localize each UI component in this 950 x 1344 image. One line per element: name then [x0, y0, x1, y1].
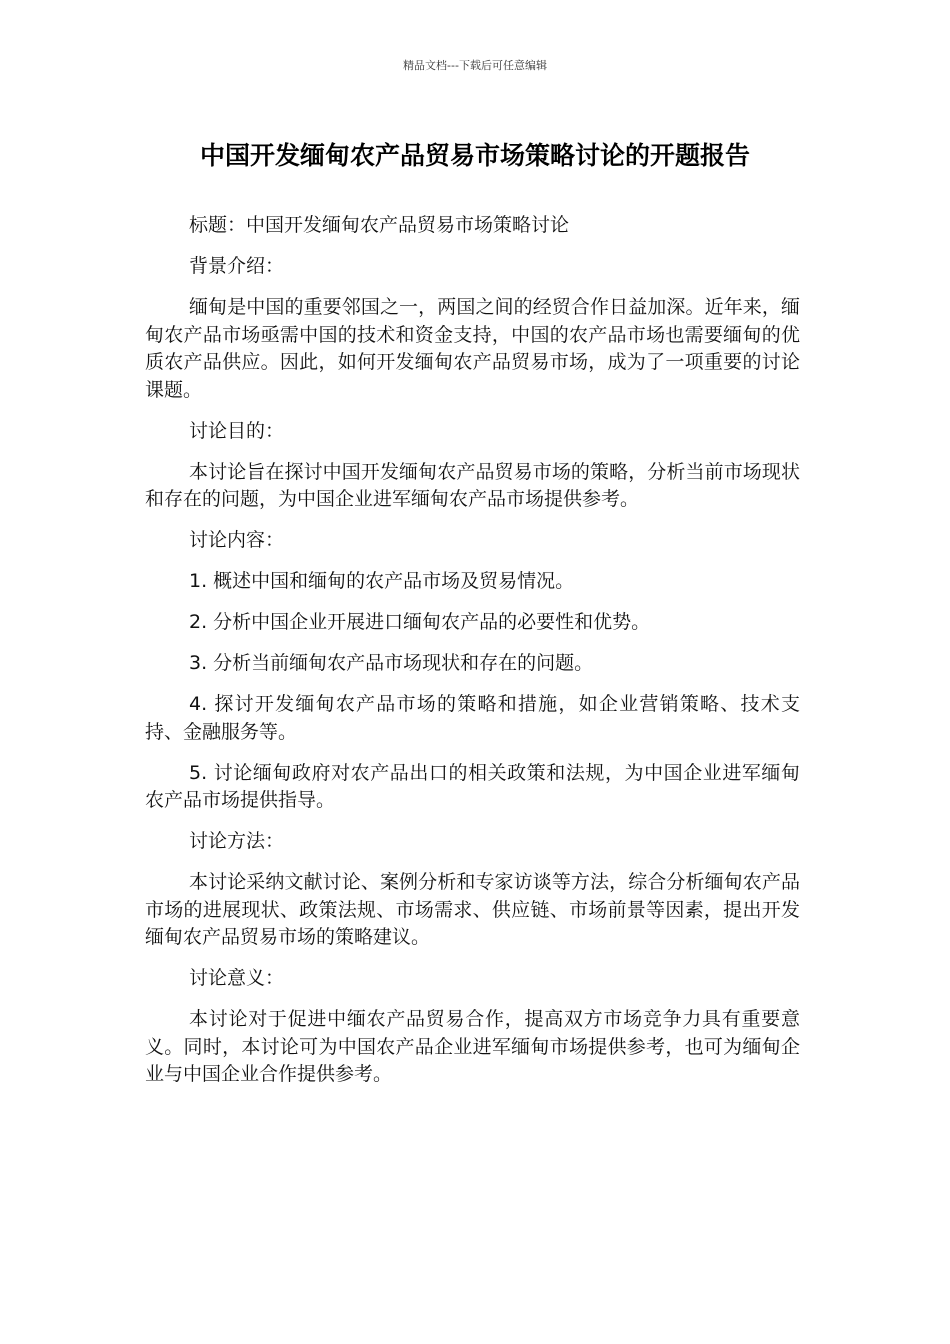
content-item-4: 4. 探讨开发缅甸农产品市场的策略和措施，如企业营销策略、技术支持、金融服务等。: [145, 693, 800, 743]
header-note: 精品文档---下载后可任意编辑: [403, 59, 547, 72]
subject-line: 标题：中国开发缅甸农产品贸易市场策略讨论: [189, 214, 570, 236]
section-heading-background: 背景介绍：: [189, 255, 285, 277]
content-item-1: 1. 概述中国和缅甸的农产品市场及贸易情况。: [189, 570, 575, 592]
section-heading-method: 讨论方法：: [189, 830, 285, 852]
document-body: [145, 212, 800, 1102]
paragraph-background: 缅甸是中国的重要邻国之一，两国之间的经贸合作日益加深。近年来，缅甸农产品市场亟需中国的技术和资金支持，中国的农产品市场也需要缅甸的优质农产品供应。因此，如何开发缅甸农产品贸易市场，成为了一项重要的讨论课题。: [145, 296, 800, 401]
section-heading-purpose: 讨论目的：: [189, 419, 285, 442]
section-heading-content: 讨论内容：: [189, 529, 285, 551]
document-title: 中国开发缅甸农产品贸易市场策略讨论的开题报告: [199, 141, 750, 170]
paragraph-method: 本讨论采纳文献讨论、案例分析和专家访谈等方法，综合分析缅甸农产品市场的进展现状、政策法规、市场需求、供应链、市场前景等因素，提出开发缅甸农产品贸易市场的策略建议。: [145, 871, 800, 948]
content-item-3: 3. 分析当前缅甸农产品市场现状和存在的问题。: [189, 652, 594, 674]
content-item-2: 2. 分析中国企业开展进口缅甸农产品的必要性和优势。: [189, 611, 651, 633]
paragraph-significance: 本讨论对于促进中缅农产品贸易合作，提高双方市场竞争力具有重要意义。同时，本讨论可为中国农产品企业进军缅甸市场提供参考，也可为缅甸企业与中国企业合作提供参考。: [145, 1008, 800, 1085]
paragraph-purpose: 本讨论旨在探讨中国开发缅甸农产品贸易市场的策略，分析当前市场现状和存在的问题，为中国企业进军缅甸农产品市场提供参考。: [145, 460, 800, 510]
content-item-5: 5. 讨论缅甸政府对农产品出口的相关政策和法规，为中国企业进军缅甸农产品市场提供指导。: [145, 761, 800, 811]
section-heading-significance: 讨论意义：: [189, 967, 285, 989]
